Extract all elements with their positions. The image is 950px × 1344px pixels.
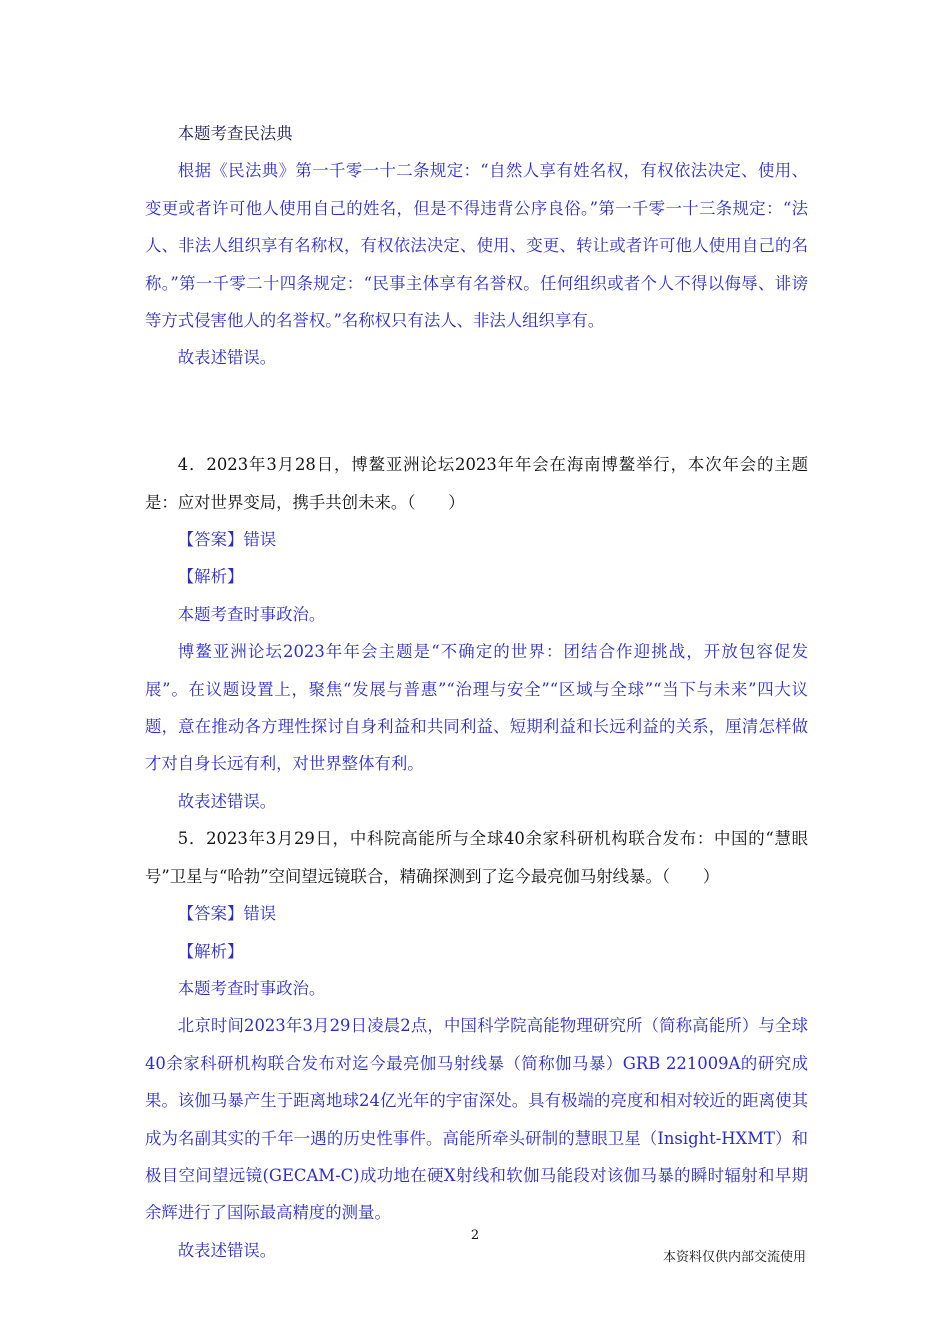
paragraph: 【答案】错误 <box>177 904 277 924</box>
blank-line <box>145 393 808 430</box>
paragraph: 5．2023年3月29日，中科院高能所与全球40余家科研机构联合发布：中国的“慧眼号”卫星与“哈勃”空间望远镜联合，精确探测到了迄今最亮伽马射线暴。（ ） <box>145 829 808 886</box>
paragraph: 【解析】 <box>177 567 244 587</box>
paragraph: 【解析】 <box>177 941 244 961</box>
paragraph: 北京时间2023年3月29日凌晨2点，中国科学院高能物理研究所（简称高能所）与全球40余家科研机构联合发布对迄今最亮伽马射线暴（简称伽马暴）GRB 221009A的研究成果。该伽马暴产生于距离地球24亿光年的宇宙深处。具有极端的亮度和相对较近的距离使其成为名副其实的千年一遇的历史性事件。高能所牵头研制的慧眼卫星（Insight-HXMT）和极目空间望远镜(GECAM-C)成功地在硬X射线和软伽马能段对该伽马暴的瞬时辐射和早期余辉进行了国际最高精度的测量。 <box>145 1016 808 1223</box>
paragraph: 本题考查时事政治。 <box>177 604 326 624</box>
paragraph: 故表述错误。 <box>177 1240 277 1260</box>
paragraph: 4．2023年3月28日，博鳌亚洲论坛2023年年会在海南博鳌举行，本次年会的主题是：应对世界变局，携手共创未来。（ ） <box>145 455 808 512</box>
paragraph: 【答案】错误 <box>177 530 277 550</box>
paragraph: 博鳌亚洲论坛2023年年会主题是“不确定的世界：团结合作迎挑战，开放包容促发展”。在议题设置上，聚焦“发展与普惠”“治理与安全”“区域与全球”“当下与未来”四大议题，意在推动各方理性探讨自身利益和共同利益、短期利益和长远利益的关系，厘清怎样做才对自身长远有利，对世界整体有利。 <box>145 642 808 774</box>
paragraph: 本题考查民法典 <box>177 124 293 143</box>
paragraph: 根据《民法典》第一千零一十二条规定：“自然人享有姓名权，有权依法决定、使用、变更或者许可他人使用自己的姓名，但是不得违背公序良俗。”第一千零一十三条规定：“法人、非法人组织享有名称权，有权依法决定、使用、变更、转让或者许可他人使用自己的名称。”第一千零二十四条规定：“民事主体享有名誉权。任何组织或者个人不得以侮辱、诽谤等方式侵害他人的名誉权。”名称权只有法人、非法人组织享有。 <box>145 161 808 331</box>
document-body <box>145 115 808 1269</box>
paragraph: 本题考查时事政治。 <box>177 978 326 998</box>
paragraph: 故表述错误。 <box>177 791 277 811</box>
page-number: 2 <box>470 1228 480 1243</box>
footer-note: 本资料仅供内部交流使用 <box>662 1250 806 1265</box>
paragraph: 故表述错误。 <box>177 348 277 368</box>
